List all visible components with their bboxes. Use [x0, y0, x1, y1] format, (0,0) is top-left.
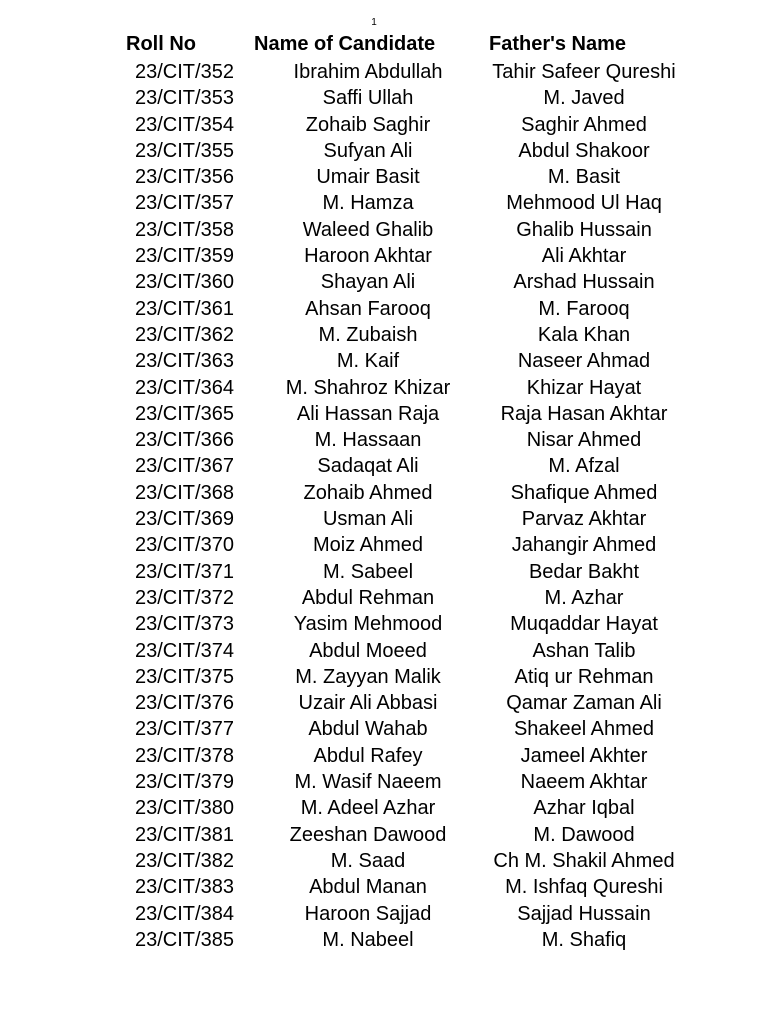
father-name: Parvaz Akhtar — [521, 508, 647, 531]
candidate-name: M. Adeel Azhar — [300, 797, 436, 820]
candidate-name: Ahsan Farooq — [305, 297, 431, 320]
father-name: Shakeel Ahmed — [513, 718, 655, 741]
roll-number: 23/CIT/369 — [135, 508, 234, 531]
father-name: Nisar Ahmed — [526, 429, 642, 452]
page-number: 1 — [371, 17, 377, 28]
roll-number: 23/CIT/365 — [135, 402, 234, 425]
roll-number: 23/CIT/373 — [135, 613, 234, 636]
father-name: Qamar Zaman Ali — [506, 692, 662, 715]
roll-number: 23/CIT/378 — [135, 744, 234, 767]
table-row — [0, 139, 768, 165]
candidate-name: Waleed Ghalib — [302, 218, 434, 241]
candidate-name: Yasim Mehmood — [293, 613, 443, 636]
table-row — [0, 376, 768, 402]
father-name: Raja Hasan Akhtar — [500, 402, 668, 425]
candidate-name: M. Zayyan Malik — [295, 665, 441, 688]
table-row — [0, 323, 768, 349]
header-fathers-name: Father's Name — [489, 33, 627, 55]
table-row — [0, 691, 768, 717]
table-row — [0, 270, 768, 296]
table-row — [0, 770, 768, 796]
table-row — [0, 428, 768, 454]
table-row — [0, 244, 768, 270]
father-name: M. Azhar — [544, 586, 624, 609]
candidate-name: Ali Hassan Raja — [296, 402, 440, 425]
table-row — [0, 533, 768, 559]
father-name: Tahir Safeer Qureshi — [492, 61, 676, 83]
candidate-name: M. Shahroz Khizar — [285, 376, 451, 399]
roll-number: 23/CIT/364 — [135, 376, 234, 399]
table-row — [0, 665, 768, 691]
table-row — [0, 454, 768, 480]
father-name: M. Ishfaq Qureshi — [505, 876, 663, 899]
father-name: Khizar Hayat — [526, 376, 642, 399]
roll-number: 23/CIT/370 — [135, 534, 234, 557]
father-name: Atiq ur Rehman — [514, 665, 654, 688]
father-name: Abdul Shakoor — [518, 139, 650, 162]
table-row — [0, 902, 768, 928]
candidate-name: M. Hassaan — [314, 429, 422, 452]
candidate-name: M. Kaif — [336, 350, 400, 373]
father-name: Ali Akhtar — [541, 245, 627, 268]
father-name: Mehmood Ul Haq — [506, 192, 662, 215]
table-row — [0, 113, 768, 139]
roll-number: 23/CIT/353 — [135, 87, 234, 110]
father-name: Jameel Akhter — [520, 744, 648, 767]
father-name: Saghir Ahmed — [521, 113, 647, 136]
father-name: Jahangir Ahmed — [511, 534, 657, 557]
candidate-name: Abdul Wahab — [308, 718, 428, 741]
roll-number: 23/CIT/358 — [135, 218, 234, 241]
table-row — [0, 218, 768, 244]
roll-number: 23/CIT/359 — [135, 245, 234, 268]
candidate-name: M. Wasif Naeem — [294, 771, 442, 794]
father-name: Kala Khan — [537, 323, 631, 346]
father-name: Naeem Akhtar — [520, 771, 648, 794]
table-row — [0, 86, 768, 112]
table-row — [0, 849, 768, 875]
father-name: Ashan Talib — [532, 639, 636, 662]
header-roll-no: Roll No — [126, 33, 196, 55]
candidate-name: Shayan Ali — [320, 271, 416, 294]
roll-number: 23/CIT/384 — [135, 902, 234, 925]
candidate-name: Uzair Ali Abbasi — [298, 692, 438, 715]
candidate-name: M. Nabeel — [322, 928, 414, 951]
candidate-name: Abdul Moeed — [309, 639, 427, 662]
candidate-name: Haroon Akhtar — [304, 245, 432, 268]
table-header — [0, 33, 768, 59]
roll-number: 23/CIT/366 — [135, 429, 234, 452]
father-name: M. Dawood — [533, 823, 635, 846]
candidate-name: Abdul Manan — [309, 876, 427, 899]
table-row — [0, 744, 768, 770]
father-name: Shafique Ahmed — [510, 481, 658, 504]
roll-number: 23/CIT/372 — [135, 586, 234, 609]
roll-number: 23/CIT/360 — [135, 271, 234, 294]
roll-number: 23/CIT/363 — [135, 350, 234, 373]
roll-number: 23/CIT/362 — [135, 323, 234, 346]
roll-number: 23/CIT/367 — [135, 455, 234, 478]
candidate-name: Usman Ali — [322, 508, 414, 531]
table-row — [0, 928, 768, 954]
father-name: Azhar Iqbal — [533, 797, 635, 820]
father-name: M. Farooq — [538, 297, 630, 320]
table-row — [0, 560, 768, 586]
roll-number: 23/CIT/382 — [135, 849, 234, 872]
candidate-name: M. Hamza — [322, 192, 414, 215]
father-name: M. Afzal — [548, 455, 620, 478]
table-row — [0, 349, 768, 375]
table-row — [0, 191, 768, 217]
table-row — [0, 297, 768, 323]
roll-number: 23/CIT/374 — [135, 639, 234, 662]
candidate-list — [0, 60, 768, 954]
table-row — [0, 796, 768, 822]
table-row — [0, 586, 768, 612]
father-name: Ghalib Hussain — [516, 218, 652, 241]
father-name: M. Basit — [547, 166, 621, 189]
table-row — [0, 717, 768, 743]
father-name: Arshad Hussain — [513, 271, 655, 294]
roll-number: 23/CIT/376 — [135, 692, 234, 715]
roll-number: 23/CIT/357 — [135, 192, 234, 215]
candidate-name: Saffi Ullah — [322, 87, 414, 110]
roll-number: 23/CIT/371 — [135, 560, 234, 583]
candidate-name: Zohaib Saghir — [305, 113, 431, 136]
roll-number: 23/CIT/381 — [135, 823, 234, 846]
roll-number: 23/CIT/361 — [135, 297, 234, 320]
candidate-name: Zeeshan Dawood — [289, 823, 447, 846]
father-name: M. Shafiq — [541, 928, 627, 951]
candidate-name: Abdul Rafey — [313, 744, 423, 767]
roll-number: 23/CIT/379 — [135, 771, 234, 794]
father-name: Muqaddar Hayat — [510, 613, 658, 636]
candidate-name: M. Sabeel — [322, 560, 414, 583]
father-name: Sajjad Hussain — [517, 902, 651, 925]
candidate-name: M. Saad — [330, 849, 406, 872]
roll-number: 23/CIT/352 — [135, 61, 234, 83]
father-name: M. Javed — [543, 87, 625, 110]
roll-number: 23/CIT/356 — [135, 166, 234, 189]
candidate-name: Haroon Sajjad — [304, 902, 432, 925]
candidate-name: Abdul Rehman — [301, 586, 435, 609]
candidate-name: Moiz Ahmed — [312, 534, 424, 557]
candidate-name: M. Zubaish — [318, 323, 418, 346]
roll-number: 23/CIT/383 — [135, 876, 234, 899]
roll-number: 23/CIT/368 — [135, 481, 234, 504]
header-name-of-candidate: Name of Candidate — [254, 33, 436, 55]
table-row — [0, 60, 768, 86]
table-row — [0, 639, 768, 665]
candidate-name: Zohaib Ahmed — [303, 481, 433, 504]
candidate-name: Umair Basit — [316, 166, 420, 189]
table-row — [0, 402, 768, 428]
roll-number: 23/CIT/377 — [135, 718, 234, 741]
roll-number: 23/CIT/354 — [135, 113, 234, 136]
table-row — [0, 875, 768, 901]
father-name: Naseer Ahmad — [517, 350, 651, 373]
father-name: Bedar Bakht — [528, 560, 640, 583]
roll-number: 23/CIT/385 — [135, 928, 234, 951]
candidate-name: Sufyan Ali — [323, 139, 413, 162]
table-row — [0, 481, 768, 507]
roll-number: 23/CIT/380 — [135, 797, 234, 820]
candidate-name: Sadaqat Ali — [317, 455, 419, 478]
candidate-name: Ibrahim Abdullah — [293, 61, 443, 83]
roll-number: 23/CIT/375 — [135, 665, 234, 688]
table-row — [0, 823, 768, 849]
father-name: Ch M. Shakil Ahmed — [493, 849, 675, 872]
table-row — [0, 165, 768, 191]
roll-number: 23/CIT/355 — [135, 139, 234, 162]
table-row — [0, 507, 768, 533]
table-row — [0, 612, 768, 638]
